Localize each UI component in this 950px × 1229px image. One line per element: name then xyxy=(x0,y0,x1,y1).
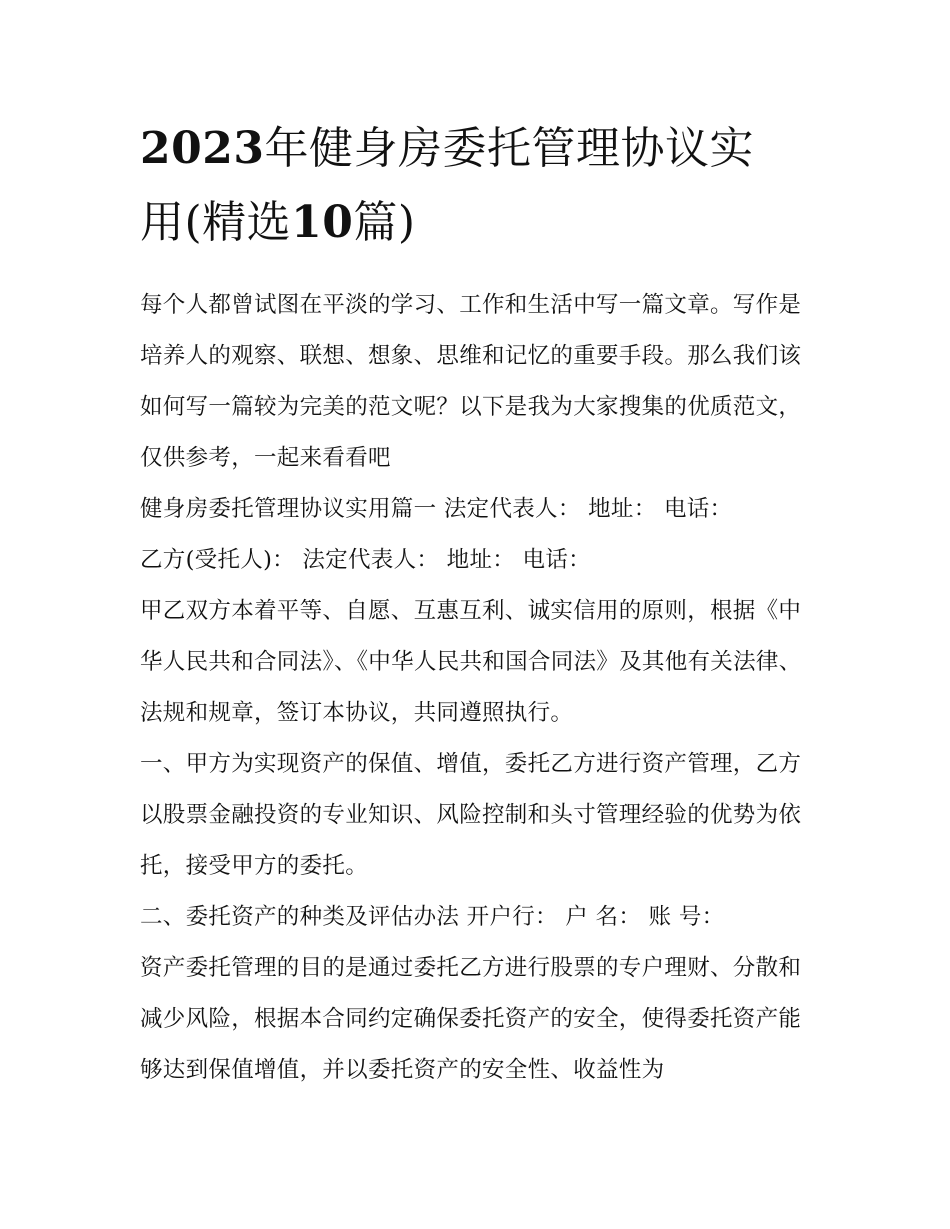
party-b-line: 乙方(受托人)： 法定代表人： 地址： 电话： xyxy=(140,547,591,573)
preamble-paragraph: 甲乙双方本着平等、自愿、互惠互利、诚实信用的原则，根据《中华人民共和合同法》、《中华人民共和国合同法》及其他有关法律、法规和规章，签订本协议，共同遵照执行。 xyxy=(140,598,802,726)
purpose-paragraph: 资产委托管理的目的是通过委托乙方进行股票的专户理财、分散和减少风险，根据本合同约定确保委托资产的安全，使得委托资产能够达到保值增值，并以委托资产的安全性、收益性为 xyxy=(140,955,802,1083)
title-count: 10 xyxy=(291,197,354,248)
title-year: 2023 xyxy=(140,123,265,174)
clause-two-paragraph: 二、委托资产的种类及评估办法 开户行： 户 名： 账 号： xyxy=(140,904,725,930)
intro-paragraph: 每个人都曾试图在平淡的学习、工作和生活中写一篇文章。写作是培养人的观察、联想、想象、思维和记忆的重要手段。那么我们该如何写一篇较为完美的范文呢？以下是我为大家搜集的优质范文，仅供参考，一起来看看吧 xyxy=(140,292,802,471)
document-title xyxy=(140,112,812,260)
title-text-part3: 篇) xyxy=(353,197,416,248)
title-text-part2: 用(精选 xyxy=(140,197,292,248)
clause-one-paragraph: 一、甲方为实现资产的保值、增值，委托乙方进行资产管理，乙方以股票金融投资的专业知识、风险控制和头寸管理经验的优势为依托，接受甲方的委托。 xyxy=(140,751,802,879)
section-one-header: 健身房委托管理协议实用篇一 法定代表人： 地址： 电话： xyxy=(140,496,733,522)
title-text-part1: 年健身房委托管理协议实 xyxy=(264,123,754,174)
document-page xyxy=(140,112,812,1096)
